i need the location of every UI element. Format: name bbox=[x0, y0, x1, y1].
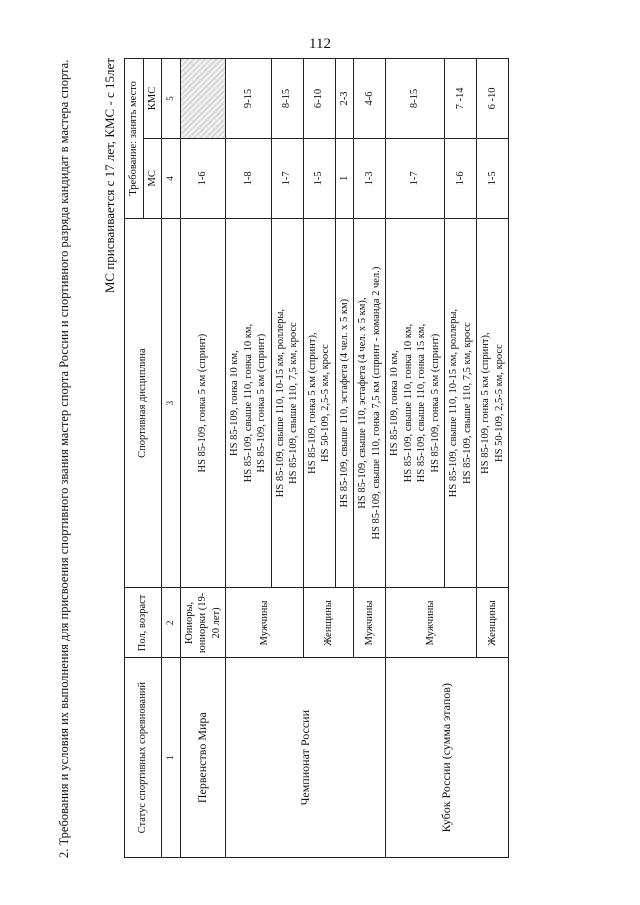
place-kms: 2-3 bbox=[335, 59, 354, 139]
discipline-line: HS 85-109, свыше 110, эстафета (4 чел. х 5 км) bbox=[338, 298, 350, 508]
discipline bbox=[354, 218, 386, 588]
page-number: 112 bbox=[309, 36, 331, 52]
gender-age: Женщины bbox=[477, 588, 509, 658]
place-kms: 7 -14 bbox=[445, 59, 477, 139]
age-note: МС присваивается с 17 лет, КМС - с 15лет bbox=[102, 58, 117, 294]
column-number: 2 bbox=[162, 588, 181, 658]
place-kms: 9-15 bbox=[226, 59, 272, 139]
discipline-line: HS 85-109, свыше 110, 7,5 км, кросс bbox=[288, 322, 299, 484]
discipline-line: HS 85-109, свыше 110, 10-15 км, роллеры, bbox=[274, 308, 286, 498]
discipline-line: HS 85-109, свыше 110, 10-15 км, роллеры, bbox=[448, 308, 459, 498]
header-status: Статус спортивных соревнований bbox=[125, 658, 162, 858]
discipline bbox=[303, 218, 335, 588]
place-ms: 1-7 bbox=[386, 138, 445, 218]
discipline bbox=[226, 218, 272, 588]
header-discipline: Спортивная дисциплина bbox=[125, 218, 162, 588]
discipline-line: HS 85-109, свыше 110, гонка 10 км, bbox=[242, 323, 254, 483]
discipline-line: HS 85-109, свыше 110, гонка 10 км, bbox=[402, 323, 414, 483]
table-row bbox=[180, 59, 226, 858]
competition-status: Первенство Мира bbox=[180, 658, 226, 858]
place-kms: 4-6 bbox=[354, 59, 386, 139]
discipline bbox=[335, 218, 354, 588]
gender-age: Мужчины bbox=[226, 588, 304, 658]
discipline bbox=[180, 218, 226, 588]
discipline-line: HS 85-109, гонка 10 км, bbox=[229, 350, 240, 456]
table-row bbox=[386, 59, 445, 858]
discipline-line: HS 85-109, гонка 5 км (спринт), bbox=[306, 332, 318, 474]
table-row bbox=[226, 59, 272, 858]
discipline-line: HS 85-109, гонка 10 км, bbox=[389, 350, 400, 456]
place-ms: 1-6 bbox=[445, 138, 477, 218]
place-ms: 1-3 bbox=[354, 138, 386, 218]
discipline bbox=[445, 218, 477, 588]
place-ms: 1-8 bbox=[226, 138, 272, 218]
place-kms: 6-10 bbox=[303, 59, 335, 139]
column-number: 1 bbox=[162, 658, 181, 858]
gender-age: Мужчины bbox=[354, 588, 386, 658]
discipline-line: HS 85-109, свыше 110, гонка 7,5 км (спринт - команда 2 чел.) bbox=[370, 266, 382, 540]
discipline-line: HS 85-109, гонка 5 км (спринт) bbox=[429, 333, 441, 473]
discipline-line: HS 85-109, гонка 5 км (спринт), bbox=[480, 332, 491, 474]
table-body bbox=[180, 59, 509, 858]
discipline-line: HS 50-109, 2,5-5 км, кросс bbox=[320, 344, 331, 462]
requirements-table bbox=[124, 58, 509, 858]
discipline-line: HS 85-109, свыше 110, гонка 15 км, bbox=[416, 323, 427, 483]
header-gender-age: Пол, возраст bbox=[125, 588, 162, 658]
intro-paragraph: 2. Требования и условия их выполнения для присвоения спортивного звания мастер спорта России и спортивного разряда кандидат в мастера спорта. bbox=[57, 59, 71, 858]
place-ms: 1-7 bbox=[271, 138, 303, 218]
header-requirement: Требование: занять место bbox=[125, 59, 144, 219]
place-kms bbox=[180, 59, 226, 139]
discipline-line: HS 85-109, свыше 110, 7,5 км, кросс bbox=[461, 322, 473, 484]
rotated-content bbox=[56, 58, 596, 858]
gender-age: Женщины bbox=[303, 588, 354, 658]
place-kms: 8-15 bbox=[271, 59, 303, 139]
discipline-line: HS 85-109, гонка 5 км (спринт) bbox=[197, 333, 208, 473]
place-ms: 1-6 bbox=[180, 138, 226, 218]
discipline bbox=[477, 218, 509, 588]
place-ms: 1-5 bbox=[303, 138, 335, 218]
discipline-line: HS 85-109, гонка 5 км (спринт) bbox=[256, 333, 267, 473]
column-number: 5 bbox=[162, 59, 181, 139]
discipline bbox=[386, 218, 445, 588]
place-ms: 1-5 bbox=[477, 138, 509, 218]
column-number: 4 bbox=[162, 138, 181, 218]
gender-age: Юниоры, юниорки (19-20 лет) bbox=[180, 588, 226, 658]
place-kms: 6 -10 bbox=[477, 59, 509, 139]
place-kms: 8-15 bbox=[386, 59, 445, 139]
discipline-line: HS 50-109, 2,5-5 км, кросс bbox=[493, 344, 505, 462]
discipline bbox=[271, 218, 303, 588]
column-number: 3 bbox=[162, 218, 181, 588]
place-ms: 1 bbox=[335, 138, 354, 218]
competition-status: Кубок России (сумма этапов) bbox=[386, 658, 509, 858]
header-ms: МС bbox=[143, 138, 162, 218]
discipline-line: HS 85-109, свыше 110, эстафета (4 чел. х 5 км), bbox=[357, 297, 368, 509]
gender-age: Мужчины bbox=[386, 588, 477, 658]
header-kms: КМС bbox=[143, 59, 162, 139]
competition-status: Чемпионат России bbox=[226, 658, 386, 858]
